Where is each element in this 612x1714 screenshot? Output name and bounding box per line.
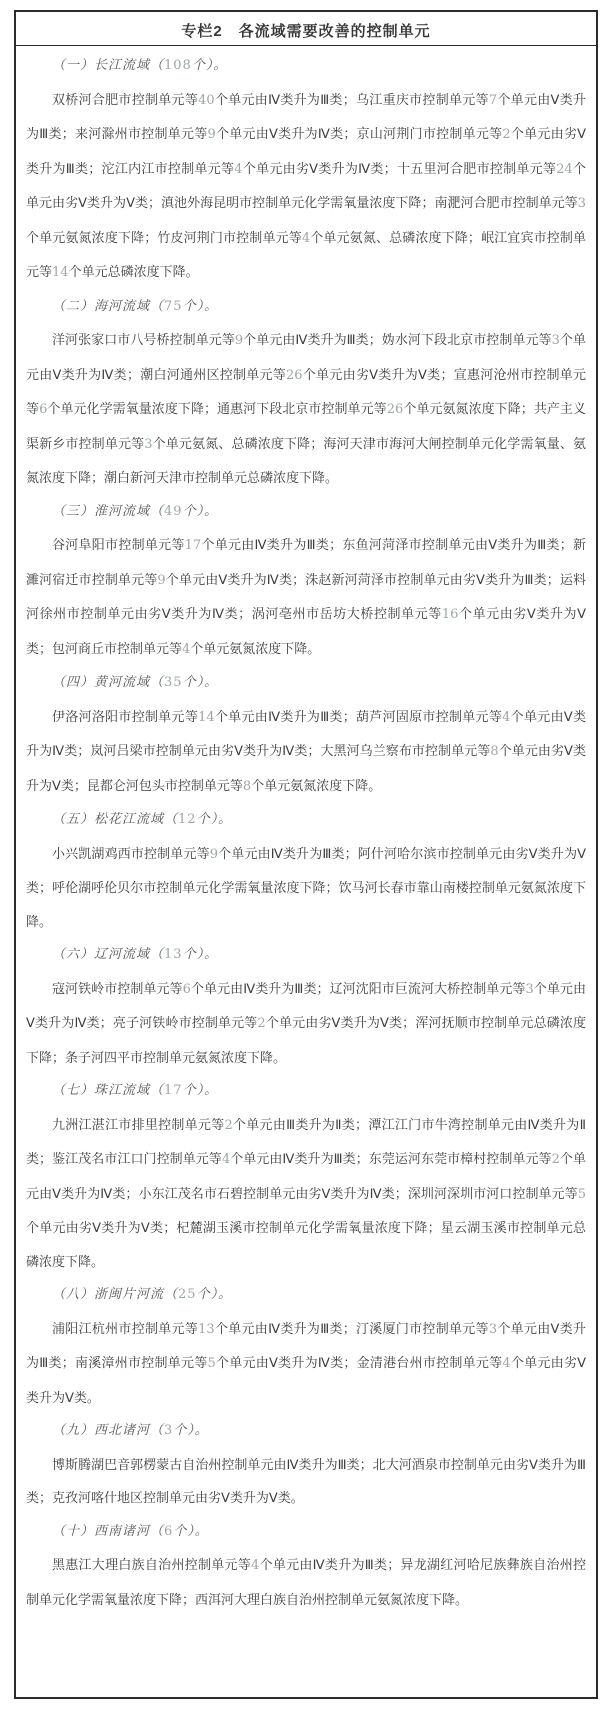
basin-section-paragraph: 伊洛河洛阳市控制单元等14个单元由Ⅳ类升为Ⅲ类；葫芦河固原市控制单元等4个单元由Ⅴ类升为Ⅳ类；岚河吕梁市控制单元由劣Ⅴ类升为Ⅳ类；大黑河乌兰察布市控制单元等8个单元由劣Ⅴ类升为Ⅴ类；昆都仑河包头市控制单元等8个单元氨氮浓度下降。 — [26, 708, 586, 794]
basin-section-heading: （四）黄河流域（35个）。 — [52, 675, 219, 690]
box-title: 专栏2 各流域需要改善的控制单元 — [16, 12, 596, 46]
basin-section-paragraph: 黑惠江大理白族自治州控制单元等4个单元由Ⅳ类升为Ⅲ类；异龙湖红河哈尼族彝族自治州控制单元化学需氧量浓度下降；西洱河大理白族自治州控制单元氨氮浓度下降。 — [26, 1557, 586, 1607]
column-box — [14, 10, 598, 1699]
basin-section-heading: （九）西北诸河（3个）。 — [52, 1423, 209, 1438]
box-body — [16, 46, 596, 1628]
basin-section-heading: （三）淮河流域（49个）。 — [52, 503, 219, 519]
basin-section-heading: （二）海河流域（75个）。 — [52, 298, 219, 314]
basin-section-paragraph: 洋河张家口市八号桥控制单元等9个单元由Ⅳ类升为Ⅲ类；妫水河下段北京市控制单元等3个单元由Ⅴ类升为Ⅳ类；潮白河通州区控制单元等26个单元由劣Ⅴ类升为Ⅴ类；宣惠河沧州市控制单元等6个单元化学需氧量浓度下降；通惠河下段北京市控制单元等26个单元氨氮浓度下降；共产主义渠新乡市控制单元等3个单元氨氮、总磷浓度下降；海河天津市海河大闸控制单元化学需氧量、氨氮浓度下降；潮白新河天津市控制单元总磷浓度下降。 — [26, 332, 587, 485]
basin-section-heading: （五）松花江流域（12个）。 — [52, 812, 233, 827]
basin-section-paragraph: 双桥河合肥市控制单元等40个单元由Ⅳ类升为Ⅲ类；乌江重庆市控制单元等7个单元由Ⅴ类升为Ⅲ类；来河滁州市控制单元等9个单元由Ⅴ类升为Ⅳ类；京山河荆门市控制单元等2个单元由劣Ⅴ类升为Ⅲ类；沱江内江市控制单元等4个单元由劣Ⅴ类升为Ⅳ类；十五里河合肥市控制单元等24个单元由劣Ⅴ类升为Ⅴ类；滇池外海昆明市控制单元化学需氧量浓度下降；南淝河合肥市控制单元等3个单元氨氮浓度下降；竹皮河荆门市控制单元等4个单元氨氮、总磷浓度下降；岷江宜宾市控制单元等14个单元总磷浓度下降。 — [26, 91, 587, 280]
basin-section-heading: （六）辽河流域（13个）。 — [52, 947, 219, 962]
basin-section-paragraph: 博斯腾湖巴音郭楞蒙古自治州控制单元由Ⅳ类升为Ⅲ类；北大河酒泉市控制单元由劣Ⅴ类升为Ⅲ类；克孜河喀什地区控制单元由劣Ⅴ类升为Ⅴ类。 — [26, 1456, 586, 1505]
basin-section-heading: （一）长江流域（108个）。 — [52, 58, 228, 73]
basin-section-paragraph: 小兴凯湖鸡西市控制单元等9个单元由Ⅳ类升为Ⅲ类；阿什河哈尔滨市控制单元由劣Ⅴ类升为Ⅴ类；呼伦湖呼伦贝尔市控制单元化学需氧量浓度下降；饮马河长春市靠山南楼控制单元氨氮浓度下降。 — [26, 845, 586, 929]
basin-section-heading: （八）浙闽片河流（25个）。 — [52, 1287, 233, 1302]
basin-section-heading: （七）珠江流域（17个）。 — [52, 1083, 219, 1098]
basin-section-paragraph: 谷河阜阳市控制单元等17个单元由Ⅳ类升为Ⅲ类；东鱼河菏泽市控制单元由Ⅴ类升为Ⅲ类；新濉河宿迁市控制单元等9个单元由Ⅴ类升为Ⅳ类；洙赵新河菏泽市控制单元由劣Ⅴ类升为Ⅲ类；运料河徐州市控制单元由劣Ⅴ类升为Ⅳ类；涡河亳州市岳坊大桥控制单元等16个单元由劣Ⅴ类升为Ⅴ类；包河商丘市控制单元等4个单元氨氮浓度下降。 — [26, 537, 586, 657]
basin-section-heading: （十）西南诸河（6个）。 — [52, 1523, 209, 1539]
basin-section-paragraph: 寇河铁岭市控制单元等6个单元由Ⅳ类升为Ⅲ类；辽河沈阳市巨流河大桥控制单元等3个单元由Ⅴ类升为Ⅳ类；亮子河铁岭市控制单元等2个单元由劣Ⅴ类升为Ⅴ类；浑河抚顺市控制单元总磷浓度下降；条子河四平市控制单元氨氮浓度下降。 — [26, 980, 586, 1065]
basin-section-paragraph: 浦阳江杭州市控制单元等13个单元由Ⅳ类升为Ⅲ类；汀溪厦门市控制单元等3个单元由Ⅴ类升为Ⅲ类；南溪漳州市控制单元等5个单元由Ⅴ类升为Ⅳ类；金清港台州市控制单元等4个单元由劣Ⅴ类升为Ⅴ类。 — [26, 1320, 586, 1405]
basin-section-paragraph: 九洲江湛江市排里控制单元等2个单元由Ⅲ类升为Ⅱ类；潭江江门市牛湾控制单元由Ⅳ类升为Ⅱ类；鉴江茂名市江口门控制单元等4个单元由Ⅳ类升为Ⅲ类；东莞运河东莞市樟村控制单元等2个单元由Ⅴ类升为Ⅳ类；小东江茂名市石碧控制单元由劣Ⅴ类升为Ⅳ类；深圳河深圳市河口控制单元等5个单元由劣Ⅴ类升为Ⅴ类；杞麓湖玉溪市控制单元化学需氧量浓度下降；星云湖玉溪市控制单元总磷浓度下降。 — [26, 1116, 586, 1269]
